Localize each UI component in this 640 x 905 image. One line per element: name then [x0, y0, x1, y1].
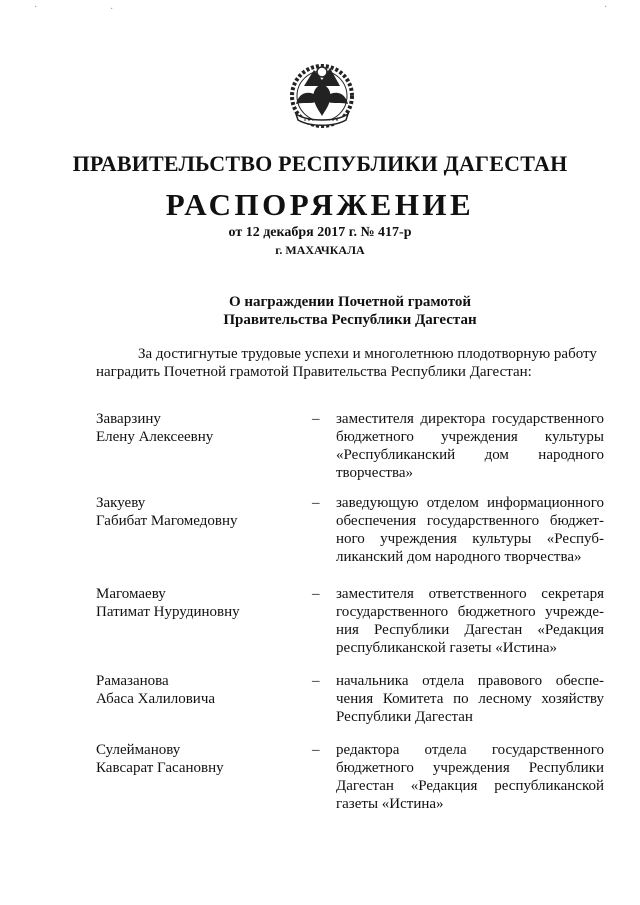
awardee-position: заместителя директора государственного бюджетного учреждения культуры «Республиканский дом народного творчества» — [336, 411, 604, 481]
entry-dash: – — [312, 411, 320, 427]
entry-dash: – — [312, 742, 320, 758]
awardee-surname: Закуеву — [96, 495, 146, 511]
subject-line: Правительства Республики Дагестан — [223, 312, 477, 328]
scan-mark: · — [604, 2, 608, 13]
awardee-given-name: Габибат Магомедовну — [96, 513, 238, 529]
scan-mark: · — [34, 2, 38, 13]
awardee-given-name: Абаса Халиловича — [96, 691, 216, 707]
awardee-surname: Магомаеву — [96, 586, 166, 602]
entry-dash: – — [312, 495, 320, 511]
document-subject — [200, 293, 500, 329]
intro-paragraph — [96, 345, 616, 381]
awardee-name — [96, 741, 296, 777]
awardee-position: редактора отдела государственного бюджетного учреждения Республики Дагестан «Редакция республиканской газеты «Истина» — [336, 742, 604, 812]
intro-line: наградить Почетной грамотой Правительства Республики Дагестан: — [96, 364, 532, 380]
awardee-name — [96, 672, 296, 708]
awardee-position: начальника отдела правового обеспечения Комитета по лесному хозяйству Республики Дагестан — [336, 673, 604, 725]
intro-line: За достигнутые трудовые успехи и многолетнюю плодотворную работу — [138, 346, 597, 362]
awardee-surname: Рамазанова — [96, 673, 169, 689]
government-name: ПРАВИТЕЛЬСТВО РЕСПУБЛИКИ ДАГЕСТАН — [72, 151, 568, 176]
document-type: РАСПОРЯЖЕНИЕ — [165, 187, 475, 222]
awardee-given-name: Кавсарат Гасановну — [96, 760, 224, 776]
subject-line: О награждении Почетной грамотой — [228, 294, 472, 310]
scan-mark: · — [110, 4, 114, 15]
awardee-name — [96, 410, 296, 446]
awardee-given-name: Елену Алексеевну — [96, 429, 214, 445]
awardee-surname: Заварзину — [96, 411, 161, 427]
awardee-surname: Сулейманову — [96, 742, 181, 758]
entry-dash: – — [312, 586, 320, 602]
awardee-name — [96, 494, 296, 530]
city-line: г. МАХАЧКАЛА — [275, 243, 365, 257]
awardee-name — [96, 585, 296, 621]
awardee-given-name: Патимат Нурудиновну — [96, 604, 240, 620]
awardee-position: заместителя ответственного секретаря государственного бюджетного учреждения Республики Дагестан «Редакция республиканской газеты «Истина» — [336, 586, 604, 656]
entry-dash: – — [312, 673, 320, 689]
date-number-line: от 12 декабря 2017 г. № 417-р — [228, 225, 412, 240]
awardee-position: заведующую отделом информационного обеспечения государственного бюджетного учреждения культуры «Республиканский дом народного творчества» — [336, 495, 604, 565]
dagestan-coat-of-arms-icon — [282, 56, 362, 132]
